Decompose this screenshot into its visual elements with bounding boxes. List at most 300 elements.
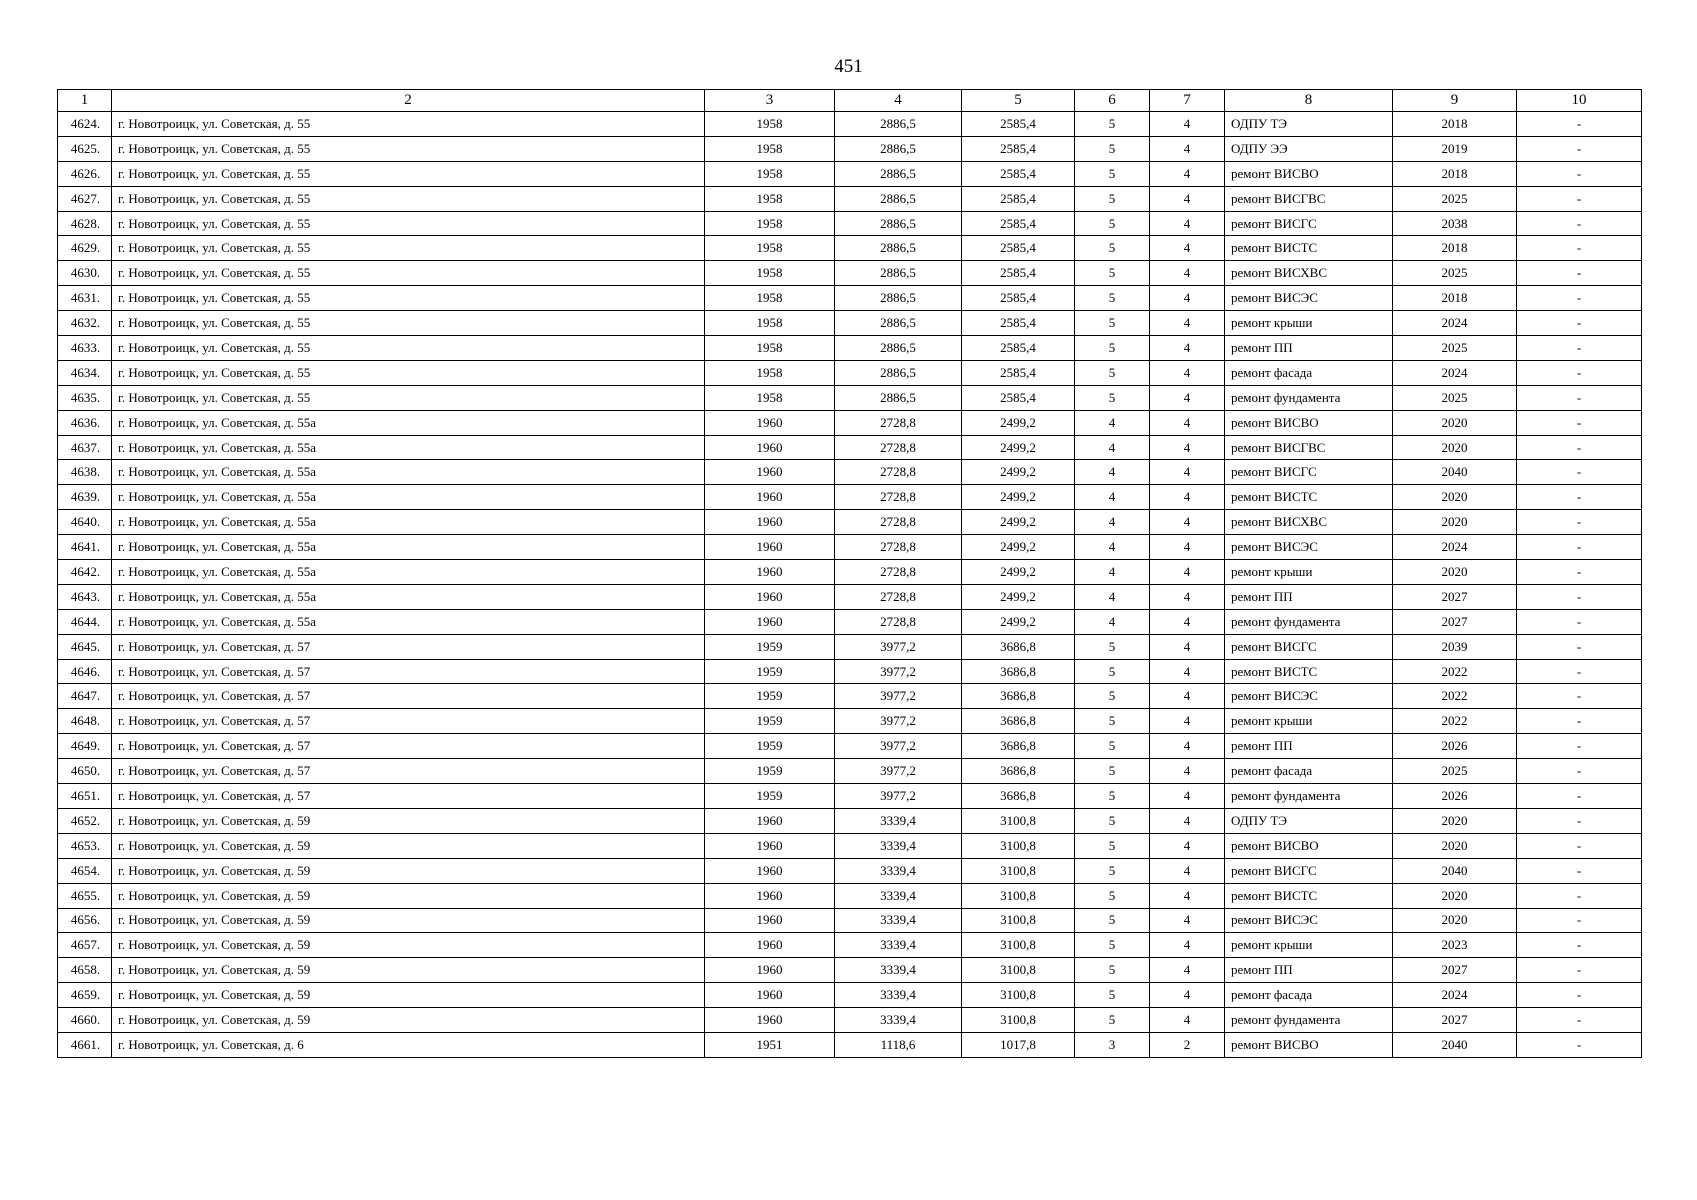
- cell-planned-year: 2026: [1393, 784, 1517, 809]
- cell-planned-year: 2020: [1393, 808, 1517, 833]
- cell-total-area: 3977,2: [835, 709, 962, 734]
- column-header-10: 10: [1517, 90, 1642, 112]
- cell-note: -: [1517, 385, 1642, 410]
- cell-living-area: 3100,8: [962, 933, 1075, 958]
- cell-address: г. Новотроицк, ул. Советская, д. 57: [112, 784, 705, 809]
- cell-address: г. Новотроицк, ул. Советская, д. 55: [112, 311, 705, 336]
- cell-address: г. Новотроицк, ул. Советская, д. 6: [112, 1032, 705, 1057]
- cell-planned-year: 2018: [1393, 236, 1517, 261]
- cell-living-area: 2499,2: [962, 485, 1075, 510]
- cell-entrances: 4: [1150, 908, 1225, 933]
- cell-floors: 4: [1075, 535, 1150, 560]
- cell-total-area: 3339,4: [835, 933, 962, 958]
- cell-row-number: 4637.: [58, 435, 112, 460]
- cell-planned-year: 2022: [1393, 709, 1517, 734]
- table-row: [58, 136, 1642, 161]
- cell-entrances: 4: [1150, 958, 1225, 983]
- cell-address: г. Новотроицк, ул. Советская, д. 57: [112, 684, 705, 709]
- cell-work-type: ремонт ВИСТС: [1225, 659, 1393, 684]
- cell-year-built: 1959: [705, 684, 835, 709]
- cell-floors: 5: [1075, 659, 1150, 684]
- cell-entrances: 4: [1150, 759, 1225, 784]
- cell-year-built: 1960: [705, 460, 835, 485]
- cell-address: г. Новотроицк, ул. Советская, д. 57: [112, 709, 705, 734]
- cell-year-built: 1959: [705, 634, 835, 659]
- cell-year-built: 1958: [705, 311, 835, 336]
- cell-address: г. Новотроицк, ул. Советская, д. 55: [112, 112, 705, 137]
- cell-entrances: 2: [1150, 1032, 1225, 1057]
- cell-row-number: 4642.: [58, 560, 112, 585]
- cell-floors: 4: [1075, 560, 1150, 585]
- cell-year-built: 1958: [705, 261, 835, 286]
- table-row: [58, 410, 1642, 435]
- cell-total-area: 2886,5: [835, 261, 962, 286]
- cell-row-number: 4657.: [58, 933, 112, 958]
- cell-total-area: 2728,8: [835, 435, 962, 460]
- table-header: [58, 90, 1642, 112]
- cell-address: г. Новотроицк, ул. Советская, д. 59: [112, 858, 705, 883]
- cell-note: -: [1517, 883, 1642, 908]
- cell-total-area: 3339,4: [835, 833, 962, 858]
- table-row: [58, 1008, 1642, 1033]
- table-row: [58, 858, 1642, 883]
- cell-entrances: 4: [1150, 435, 1225, 460]
- cell-address: г. Новотроицк, ул. Советская, д. 59: [112, 958, 705, 983]
- cell-row-number: 4658.: [58, 958, 112, 983]
- cell-living-area: 2499,2: [962, 410, 1075, 435]
- cell-floors: 5: [1075, 161, 1150, 186]
- cell-year-built: 1958: [705, 286, 835, 311]
- cell-year-built: 1960: [705, 535, 835, 560]
- cell-work-type: ремонт фасада: [1225, 759, 1393, 784]
- cell-entrances: 4: [1150, 983, 1225, 1008]
- cell-floors: 5: [1075, 709, 1150, 734]
- cell-year-built: 1960: [705, 485, 835, 510]
- cell-work-type: ремонт ПП: [1225, 958, 1393, 983]
- cell-entrances: 4: [1150, 858, 1225, 883]
- cell-work-type: ремонт ПП: [1225, 734, 1393, 759]
- cell-address: г. Новотроицк, ул. Советская, д. 55а: [112, 560, 705, 585]
- cell-planned-year: 2025: [1393, 186, 1517, 211]
- cell-living-area: 2499,2: [962, 560, 1075, 585]
- cell-work-type: ремонт фундамента: [1225, 784, 1393, 809]
- cell-work-type: ремонт фасада: [1225, 983, 1393, 1008]
- table-body: [58, 112, 1642, 1058]
- cell-planned-year: 2027: [1393, 958, 1517, 983]
- cell-address: г. Новотроицк, ул. Советская, д. 57: [112, 759, 705, 784]
- cell-planned-year: 2038: [1393, 211, 1517, 236]
- cell-entrances: 4: [1150, 410, 1225, 435]
- table-row: [58, 112, 1642, 137]
- cell-row-number: 4647.: [58, 684, 112, 709]
- cell-work-type: ремонт крыши: [1225, 560, 1393, 585]
- cell-note: -: [1517, 112, 1642, 137]
- cell-work-type: ремонт ВИСТС: [1225, 883, 1393, 908]
- cell-year-built: 1960: [705, 833, 835, 858]
- cell-work-type: ремонт ВИСХВС: [1225, 510, 1393, 535]
- cell-floors: 5: [1075, 136, 1150, 161]
- cell-row-number: 4626.: [58, 161, 112, 186]
- cell-floors: 5: [1075, 808, 1150, 833]
- cell-row-number: 4649.: [58, 734, 112, 759]
- cell-living-area: 3100,8: [962, 983, 1075, 1008]
- cell-planned-year: 2027: [1393, 609, 1517, 634]
- table-row: [58, 560, 1642, 585]
- cell-entrances: 4: [1150, 709, 1225, 734]
- cell-address: г. Новотроицк, ул. Советская, д. 59: [112, 883, 705, 908]
- column-header-6: 6: [1075, 90, 1150, 112]
- cell-total-area: 2728,8: [835, 560, 962, 585]
- cell-entrances: 4: [1150, 485, 1225, 510]
- table-row: [58, 958, 1642, 983]
- table-row: [58, 833, 1642, 858]
- table-row: [58, 311, 1642, 336]
- cell-floors: 5: [1075, 933, 1150, 958]
- cell-floors: 4: [1075, 460, 1150, 485]
- table-row: [58, 784, 1642, 809]
- cell-note: -: [1517, 684, 1642, 709]
- cell-total-area: 2728,8: [835, 510, 962, 535]
- cell-address: г. Новотроицк, ул. Советская, д. 55а: [112, 510, 705, 535]
- cell-row-number: 4651.: [58, 784, 112, 809]
- cell-address: г. Новотроицк, ул. Советская, д. 55а: [112, 410, 705, 435]
- cell-address: г. Новотроицк, ул. Советская, д. 55: [112, 385, 705, 410]
- cell-entrances: 4: [1150, 336, 1225, 361]
- cell-note: -: [1517, 908, 1642, 933]
- cell-planned-year: 2040: [1393, 1032, 1517, 1057]
- cell-row-number: 4644.: [58, 609, 112, 634]
- cell-total-area: 2886,5: [835, 311, 962, 336]
- cell-planned-year: 2025: [1393, 261, 1517, 286]
- cell-address: г. Новотроицк, ул. Советская, д. 55: [112, 360, 705, 385]
- cell-entrances: 4: [1150, 784, 1225, 809]
- cell-floors: 5: [1075, 908, 1150, 933]
- cell-year-built: 1960: [705, 609, 835, 634]
- table-row: [58, 883, 1642, 908]
- cell-total-area: 2886,5: [835, 161, 962, 186]
- cell-entrances: 4: [1150, 211, 1225, 236]
- cell-total-area: 3339,4: [835, 808, 962, 833]
- cell-planned-year: 2020: [1393, 908, 1517, 933]
- cell-work-type: ремонт ВИСВО: [1225, 161, 1393, 186]
- table-row: [58, 460, 1642, 485]
- cell-floors: 5: [1075, 186, 1150, 211]
- header-row: [58, 90, 1642, 112]
- cell-note: -: [1517, 659, 1642, 684]
- cell-living-area: 3100,8: [962, 808, 1075, 833]
- cell-living-area: 3686,8: [962, 709, 1075, 734]
- cell-floors: 5: [1075, 684, 1150, 709]
- cell-year-built: 1960: [705, 560, 835, 585]
- table-row: [58, 808, 1642, 833]
- cell-entrances: 4: [1150, 560, 1225, 585]
- table-row: [58, 161, 1642, 186]
- cell-entrances: 4: [1150, 535, 1225, 560]
- cell-entrances: 4: [1150, 460, 1225, 485]
- cell-total-area: 2886,5: [835, 236, 962, 261]
- cell-planned-year: 2040: [1393, 858, 1517, 883]
- cell-address: г. Новотроицк, ул. Советская, д. 59: [112, 808, 705, 833]
- cell-floors: 5: [1075, 784, 1150, 809]
- cell-work-type: ремонт крыши: [1225, 311, 1393, 336]
- cell-year-built: 1959: [705, 734, 835, 759]
- cell-note: -: [1517, 933, 1642, 958]
- cell-note: -: [1517, 609, 1642, 634]
- cell-entrances: 4: [1150, 385, 1225, 410]
- table-row: [58, 385, 1642, 410]
- table-row: [58, 933, 1642, 958]
- table-row: [58, 435, 1642, 460]
- cell-total-area: 2886,5: [835, 336, 962, 361]
- cell-living-area: 1017,8: [962, 1032, 1075, 1057]
- cell-entrances: 4: [1150, 236, 1225, 261]
- cell-work-type: ремонт ВИСГС: [1225, 858, 1393, 883]
- cell-planned-year: 2020: [1393, 435, 1517, 460]
- cell-address: г. Новотроицк, ул. Советская, д. 55а: [112, 535, 705, 560]
- cell-total-area: 3977,2: [835, 659, 962, 684]
- cell-year-built: 1960: [705, 435, 835, 460]
- cell-note: -: [1517, 535, 1642, 560]
- cell-row-number: 4654.: [58, 858, 112, 883]
- cell-work-type: ремонт ВИСВО: [1225, 410, 1393, 435]
- cell-living-area: 2499,2: [962, 510, 1075, 535]
- cell-note: -: [1517, 485, 1642, 510]
- repair-schedule-table: [57, 89, 1642, 1058]
- cell-note: -: [1517, 211, 1642, 236]
- cell-total-area: 2886,5: [835, 112, 962, 137]
- column-header-3: 3: [705, 90, 835, 112]
- cell-row-number: 4645.: [58, 634, 112, 659]
- cell-row-number: 4655.: [58, 883, 112, 908]
- cell-planned-year: 2027: [1393, 584, 1517, 609]
- cell-living-area: 3100,8: [962, 958, 1075, 983]
- cell-living-area: 2585,4: [962, 385, 1075, 410]
- cell-note: -: [1517, 435, 1642, 460]
- cell-work-type: ремонт фундамента: [1225, 385, 1393, 410]
- cell-note: -: [1517, 584, 1642, 609]
- cell-note: -: [1517, 983, 1642, 1008]
- cell-work-type: ремонт ПП: [1225, 584, 1393, 609]
- table-row: [58, 510, 1642, 535]
- cell-work-type: ремонт фасада: [1225, 360, 1393, 385]
- cell-entrances: 4: [1150, 261, 1225, 286]
- cell-floors: 5: [1075, 286, 1150, 311]
- cell-address: г. Новотроицк, ул. Советская, д. 55: [112, 211, 705, 236]
- cell-total-area: 3977,2: [835, 634, 962, 659]
- cell-total-area: 2886,5: [835, 385, 962, 410]
- cell-floors: 5: [1075, 983, 1150, 1008]
- cell-year-built: 1960: [705, 584, 835, 609]
- cell-work-type: ремонт ВИСЭС: [1225, 286, 1393, 311]
- table-row: [58, 983, 1642, 1008]
- cell-work-type: ремонт ВИСЭС: [1225, 908, 1393, 933]
- cell-floors: 5: [1075, 759, 1150, 784]
- cell-entrances: 4: [1150, 584, 1225, 609]
- cell-total-area: 2728,8: [835, 609, 962, 634]
- cell-note: -: [1517, 311, 1642, 336]
- cell-year-built: 1960: [705, 958, 835, 983]
- cell-living-area: 3686,8: [962, 634, 1075, 659]
- table-row: [58, 211, 1642, 236]
- column-header-4: 4: [835, 90, 962, 112]
- cell-note: -: [1517, 709, 1642, 734]
- cell-year-built: 1960: [705, 933, 835, 958]
- cell-total-area: 2886,5: [835, 186, 962, 211]
- cell-row-number: 4631.: [58, 286, 112, 311]
- cell-living-area: 2585,4: [962, 286, 1075, 311]
- cell-row-number: 4646.: [58, 659, 112, 684]
- cell-living-area: 2585,4: [962, 336, 1075, 361]
- cell-total-area: 3977,2: [835, 684, 962, 709]
- cell-address: г. Новотроицк, ул. Советская, д. 55: [112, 261, 705, 286]
- cell-note: -: [1517, 1032, 1642, 1057]
- cell-year-built: 1958: [705, 112, 835, 137]
- cell-year-built: 1960: [705, 883, 835, 908]
- cell-row-number: 4627.: [58, 186, 112, 211]
- cell-work-type: ремонт ВИСВО: [1225, 1032, 1393, 1057]
- cell-living-area: 2585,4: [962, 136, 1075, 161]
- cell-address: г. Новотроицк, ул. Советская, д. 55а: [112, 609, 705, 634]
- cell-note: -: [1517, 808, 1642, 833]
- cell-planned-year: 2018: [1393, 286, 1517, 311]
- cell-note: -: [1517, 236, 1642, 261]
- cell-row-number: 4634.: [58, 360, 112, 385]
- cell-planned-year: 2024: [1393, 983, 1517, 1008]
- cell-address: г. Новотроицк, ул. Советская, д. 57: [112, 634, 705, 659]
- cell-planned-year: 2025: [1393, 759, 1517, 784]
- cell-planned-year: 2020: [1393, 560, 1517, 585]
- cell-note: -: [1517, 286, 1642, 311]
- cell-living-area: 3686,8: [962, 734, 1075, 759]
- cell-row-number: 4628.: [58, 211, 112, 236]
- cell-total-area: 2728,8: [835, 485, 962, 510]
- cell-note: -: [1517, 560, 1642, 585]
- cell-living-area: 2585,4: [962, 360, 1075, 385]
- cell-row-number: 4639.: [58, 485, 112, 510]
- cell-living-area: 2585,4: [962, 186, 1075, 211]
- cell-floors: 5: [1075, 261, 1150, 286]
- cell-planned-year: 2039: [1393, 634, 1517, 659]
- cell-planned-year: 2024: [1393, 311, 1517, 336]
- cell-address: г. Новотроицк, ул. Советская, д. 55а: [112, 584, 705, 609]
- cell-floors: 4: [1075, 410, 1150, 435]
- cell-planned-year: 2019: [1393, 136, 1517, 161]
- table-row: [58, 908, 1642, 933]
- cell-floors: 4: [1075, 485, 1150, 510]
- cell-address: г. Новотроицк, ул. Советская, д. 55а: [112, 435, 705, 460]
- cell-floors: 5: [1075, 634, 1150, 659]
- cell-year-built: 1958: [705, 385, 835, 410]
- column-header-1: 1: [58, 90, 112, 112]
- cell-total-area: 2728,8: [835, 410, 962, 435]
- cell-total-area: 1118,6: [835, 1032, 962, 1057]
- cell-year-built: 1959: [705, 659, 835, 684]
- cell-living-area: 2585,4: [962, 236, 1075, 261]
- cell-total-area: 3977,2: [835, 759, 962, 784]
- cell-row-number: 4629.: [58, 236, 112, 261]
- cell-planned-year: 2020: [1393, 833, 1517, 858]
- cell-row-number: 4633.: [58, 336, 112, 361]
- cell-planned-year: 2023: [1393, 933, 1517, 958]
- cell-address: г. Новотроицк, ул. Советская, д. 59: [112, 908, 705, 933]
- cell-entrances: 4: [1150, 883, 1225, 908]
- cell-floors: 5: [1075, 734, 1150, 759]
- cell-note: -: [1517, 858, 1642, 883]
- table-row: [58, 360, 1642, 385]
- cell-floors: 4: [1075, 609, 1150, 634]
- table-row: [58, 584, 1642, 609]
- cell-entrances: 4: [1150, 286, 1225, 311]
- cell-living-area: 3100,8: [962, 883, 1075, 908]
- cell-row-number: 4660.: [58, 1008, 112, 1033]
- cell-living-area: 2499,2: [962, 435, 1075, 460]
- cell-address: г. Новотроицк, ул. Советская, д. 59: [112, 1008, 705, 1033]
- cell-entrances: 4: [1150, 1008, 1225, 1033]
- cell-planned-year: 2022: [1393, 684, 1517, 709]
- table-row: [58, 659, 1642, 684]
- cell-total-area: 3339,4: [835, 1008, 962, 1033]
- cell-work-type: ремонт ВИСТС: [1225, 485, 1393, 510]
- cell-floors: 3: [1075, 1032, 1150, 1057]
- column-header-2: 2: [112, 90, 705, 112]
- cell-address: г. Новотроицк, ул. Советская, д. 57: [112, 734, 705, 759]
- cell-entrances: 4: [1150, 161, 1225, 186]
- cell-year-built: 1959: [705, 709, 835, 734]
- cell-row-number: 4643.: [58, 584, 112, 609]
- cell-row-number: 4630.: [58, 261, 112, 286]
- cell-entrances: 4: [1150, 360, 1225, 385]
- cell-planned-year: 2020: [1393, 410, 1517, 435]
- cell-living-area: 3100,8: [962, 833, 1075, 858]
- cell-note: -: [1517, 161, 1642, 186]
- cell-entrances: 4: [1150, 112, 1225, 137]
- column-header-7: 7: [1150, 90, 1225, 112]
- cell-row-number: 4638.: [58, 460, 112, 485]
- cell-row-number: 4632.: [58, 311, 112, 336]
- cell-row-number: 4624.: [58, 112, 112, 137]
- cell-entrances: 4: [1150, 659, 1225, 684]
- cell-floors: 5: [1075, 360, 1150, 385]
- cell-work-type: ремонт крыши: [1225, 709, 1393, 734]
- cell-note: -: [1517, 833, 1642, 858]
- cell-note: -: [1517, 784, 1642, 809]
- cell-living-area: 2499,2: [962, 609, 1075, 634]
- cell-total-area: 3339,4: [835, 858, 962, 883]
- table-row: [58, 609, 1642, 634]
- cell-address: г. Новотроицк, ул. Советская, д. 55а: [112, 485, 705, 510]
- cell-address: г. Новотроицк, ул. Советская, д. 55: [112, 186, 705, 211]
- cell-note: -: [1517, 186, 1642, 211]
- cell-work-type: ремонт ВИСГС: [1225, 634, 1393, 659]
- cell-work-type: ремонт ВИСГС: [1225, 211, 1393, 236]
- column-header-8: 8: [1225, 90, 1393, 112]
- cell-year-built: 1958: [705, 211, 835, 236]
- cell-living-area: 3100,8: [962, 908, 1075, 933]
- cell-floors: 4: [1075, 435, 1150, 460]
- cell-row-number: 4641.: [58, 535, 112, 560]
- table-row: [58, 236, 1642, 261]
- cell-row-number: 4652.: [58, 808, 112, 833]
- table-row: [58, 535, 1642, 560]
- cell-floors: 5: [1075, 958, 1150, 983]
- cell-planned-year: 2026: [1393, 734, 1517, 759]
- cell-living-area: 3686,8: [962, 784, 1075, 809]
- cell-floors: 5: [1075, 385, 1150, 410]
- cell-living-area: 2585,4: [962, 311, 1075, 336]
- cell-floors: 5: [1075, 236, 1150, 261]
- cell-work-type: ремонт ВИСГС: [1225, 460, 1393, 485]
- cell-living-area: 2585,4: [962, 112, 1075, 137]
